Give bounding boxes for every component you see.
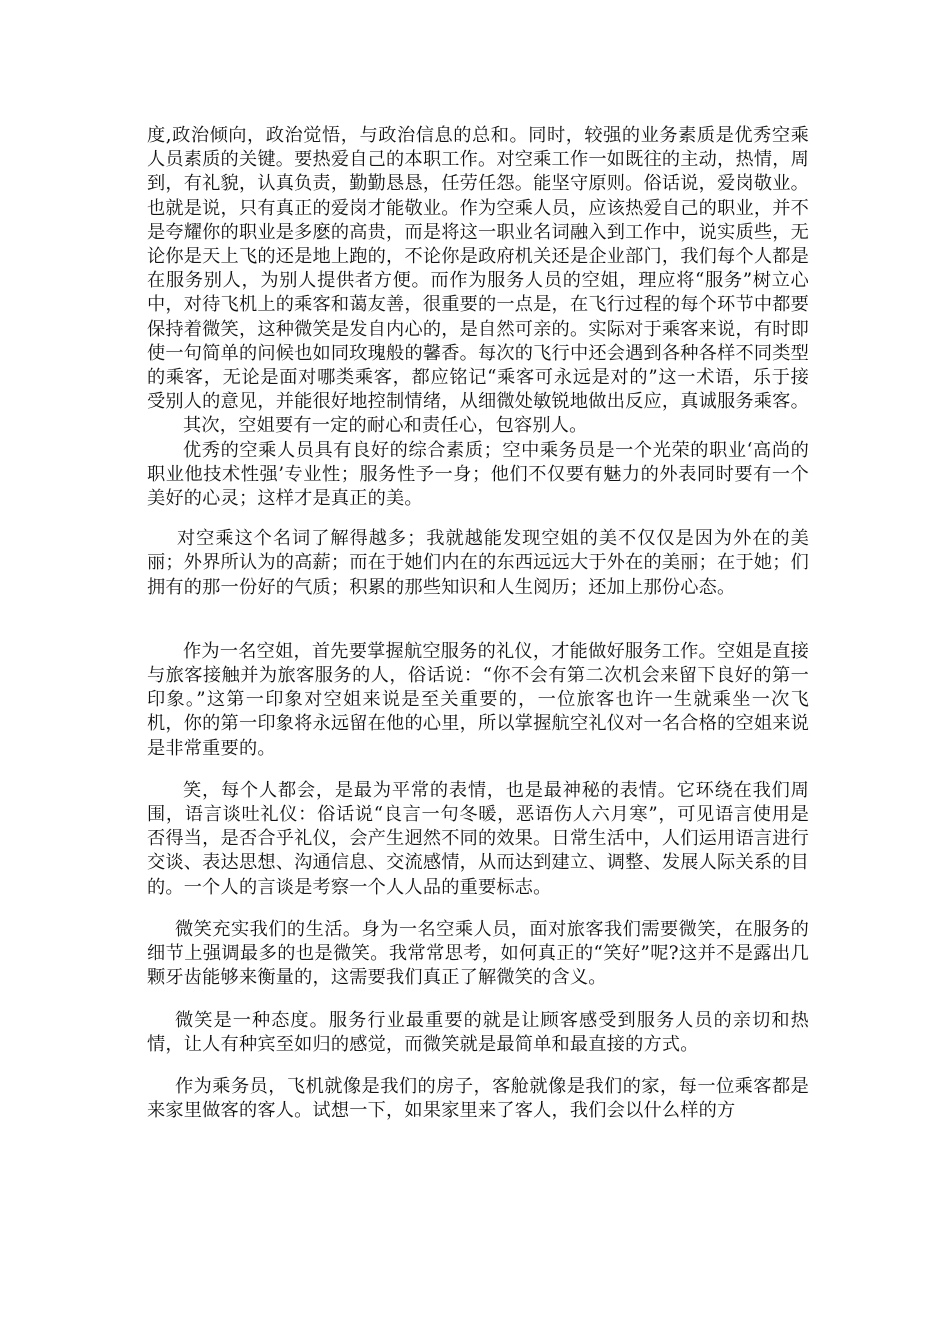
paragraph-8: 微笑是一种态度。服务行业最重要的就是让顾客感受到服务人员的亲切和热情，让人有种宾至如归的感觉，而微笑就是最简单和最直接的方式。: [147, 1009, 809, 1055]
paragraph-2: 其次，空姐要有一定的耐心和责任心，包容别人。: [183, 415, 588, 437]
paragraph-6: 笑，每个人都会，是最为平常的表情，也是最神秘的表情。它环绕在我们周围，语言谈吐礼仪：俗话说“良言一句冬暖，恶语伤人六月寒”，可见语言使用是否得当，是否合乎礼仪，会产生迥然不同的效果。日常生活中，人们运用语言进行交谈、表达思想、沟通信息、交流感情，从而达到建立、调整、发展人际关系的目的。一个人的言谈是考察一个人人品的重要标志。: [147, 779, 809, 898]
paragraph-9: 作为乘务员，飞机就像是我们的房子，客舱就像是我们的家，每一位乘客都是来家里做客的客人。试想一下，如果家里来了客人，我们会以什么样的方: [147, 1075, 809, 1122]
paragraph-4: 对空乘这个名词了解得越多；我就越能发现空姐的美不仅仅是因为外在的美丽；外界所认为的高薪；而在于她们内在的东西远远大于外在的美丽；在于她；们拥有的那一份好的气质；积累的那些知识和人生阅历；还加上那份心态。: [147, 528, 809, 598]
document-page: [147, 124, 809, 1123]
paragraph-7: 微笑充实我们的生活。身为一名空乘人员，面对旅客我们需要微笑，在服务的细节上强调最多的也是微笑。我常常思考，如何真正的“笑好”呢?这并不是露出几颗牙齿能够来衡量的，这需要我们真正了解微笑的含义。: [147, 918, 809, 989]
paragraph-5: 作为一名空姐，首先要掌握航空服务的礼仪，才能做好服务工作。空姐是直接与旅客接触并为旅客服务的人，俗话说：“你不会有第二次机会来留下良好的第一印象。”这第一印象对空姐来说是至关重要的，一位旅客也许一生就乘坐一次飞机，你的第一印象将永远留在他的心里，所以掌握航空礼仪对一名合格的空姐来说是非常重要的。: [147, 640, 809, 759]
paragraph-3: 优秀的空乘人员具有良好的综合素质；空中乘务员是一个光荣的职业‘高尚的职业他技术性强’专业性；服务性予一身；他们不仅要有魅力的外表同时要有一个美好的心灵；这样才是真正的美。: [147, 439, 809, 510]
paragraph-1: 度,政治倾向，政治觉悟，与政治信息的总和。同时，较强的业务素质是优秀空乘人员素质的关键。要热爱自己的本职工作。对空乘工作一如既往的主动，热情，周到，有礼貌，认真负责，勤勤恳恳，任劳任怨。能坚守原则。俗话说，爱岗敬业。也就是说，只有真正的爱岗才能敬业。作为空乘人员，应该热爱自己的职业，并不是夸耀你的职业是多麽的高贵，而是将这一职业名词融入到工作中，说实质些，无论你是天上飞的还是地上跑的，不论你是政府机关还是企业部门，我们每个人都是在服务别人，为别人提供者方便。而作为服务人员的空姐，理应将“服务”树立心中，对待飞机上的乘客和蔼友善，很重要的一点是，在飞行过程的每个环节中都要保持着微笑，这种微笑是发自内心的，是自然可亲的。实际对于乘客来说，有时即使一句简单的问候也如同玫瑰般的馨香。每次的飞行中还会遇到各种各样不同类型的乘客，无论是面对哪类乘客，都应铭记“乘客可永远是对的”这一术语，乐于接受别人的意见，并能很好地控制情绪，从细微处敏锐地做出反应，真诚服务乘客。: [147, 125, 809, 413]
